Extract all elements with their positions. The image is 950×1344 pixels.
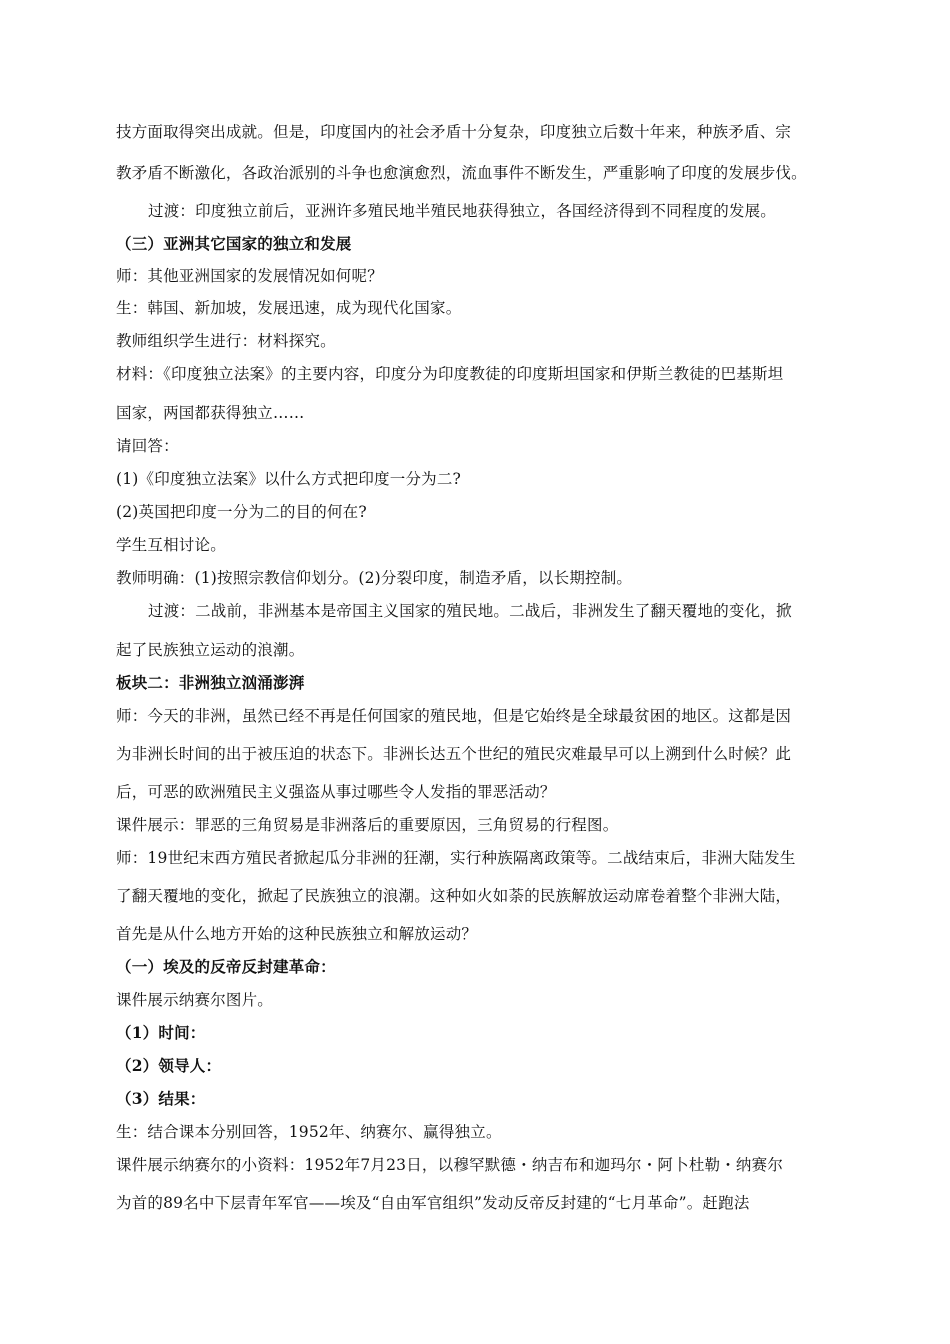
section-heading: 板块二：非洲独立汹涌澎湃	[116, 673, 305, 692]
dialogue-line: 了翻天覆地的变化，掀起了民族独立的浪潮。这种如火如荼的民族解放运动席卷着整个非洲大陆，	[116, 887, 792, 905]
paragraph-line: 材料：《印度独立法案》的主要内容，印度分为印度教徒的印度斯坦国家和伊斯兰教徒的巴基斯坦	[116, 365, 784, 383]
paragraph-line: 国家，两国都获得独立……	[116, 404, 305, 422]
dialogue-line: 师：今天的非洲，虽然已经不再是任何国家的殖民地，但是它始终是全球最贫困的地区。这都是因	[116, 707, 792, 725]
transition-line: 过渡：印度独立前后，亚洲许多殖民地半殖民地获得独立，各国经济得到不同程度的发展。	[148, 202, 777, 220]
section-heading: （一）埃及的反帝反封建革命：	[116, 957, 336, 976]
paragraph-line: 请回答：	[116, 437, 179, 455]
paragraph-line: 技方面取得突出成就。但是，印度国内的社会矛盾十分复杂，印度独立后数十年来，种族矛盾、宗	[116, 123, 792, 141]
dialogue-line: 后，可恶的欧洲殖民主义强盗从事过哪些令人发指的罪恶活动？	[116, 783, 556, 801]
dialogue-line: 师：其他亚洲国家的发展情况如何呢？	[116, 267, 383, 285]
transition-line: 起了民族独立运动的浪潮。	[116, 641, 305, 659]
question-item: （3）结果：	[116, 1089, 206, 1108]
paragraph-line: 为首的89名中下层青年军官——埃及“自由军官组织”发动反帝反封建的“七月革命”。赶跑法	[116, 1194, 750, 1212]
paragraph-line: 学生互相讨论。	[116, 536, 226, 554]
paragraph-line: 教矛盾不断激化，各政治派别的斗争也愈演愈烈，流血事件不断发生，严重影响了印度的发展步伐。	[116, 164, 807, 182]
paragraph-line: 课件展示纳赛尔图片。	[116, 991, 274, 1009]
transition-line: 过渡：二战前，非洲基本是帝国主义国家的殖民地。二战后，非洲发生了翻天覆地的变化，掀	[148, 602, 792, 620]
dialogue-line: 为非洲长时间的出于被压迫的状态下。非洲长达五个世纪的殖民灾难最早可以上溯到什么时候？此	[116, 745, 792, 763]
paragraph-line: 课件展示纳赛尔的小资料：1952年7月23日，以穆罕默德・纳吉布和迦玛尔・阿卜杜勒・纳赛尔	[116, 1156, 784, 1174]
answer-line: 生：结合课本分别回答，1952年、纳赛尔、赢得独立。	[116, 1123, 502, 1141]
paragraph-line: 教师组织学生进行：材料探究。	[116, 332, 336, 350]
question-line: (2)英国把印度一分为二的目的何在?	[116, 503, 367, 521]
paragraph-line: 教师明确：(1)按照宗教信仰划分。(2)分裂印度，制造矛盾，以长期控制。	[116, 569, 633, 587]
dialogue-line: 师：19世纪末西方殖民者掀起瓜分非洲的狂潮，实行种族隔离政策等。二战结束后，非洲大陆发生	[116, 849, 796, 867]
question-item: （1）时间：	[116, 1023, 206, 1042]
dialogue-line: 生：韩国、新加坡，发展迅速，成为现代化国家。	[116, 299, 462, 317]
paragraph-line: 课件展示：罪恶的三角贸易是非洲落后的重要原因，三角贸易的行程图。	[116, 816, 619, 834]
question-line: (1)《印度独立法案》以什么方式把印度一分为二?	[116, 470, 462, 488]
section-heading: （三）亚洲其它国家的独立和发展	[116, 234, 352, 253]
dialogue-line: 首先是从什么地方开始的这种民族独立和解放运动？	[116, 925, 478, 943]
question-item: （2）领导人：	[116, 1056, 222, 1075]
